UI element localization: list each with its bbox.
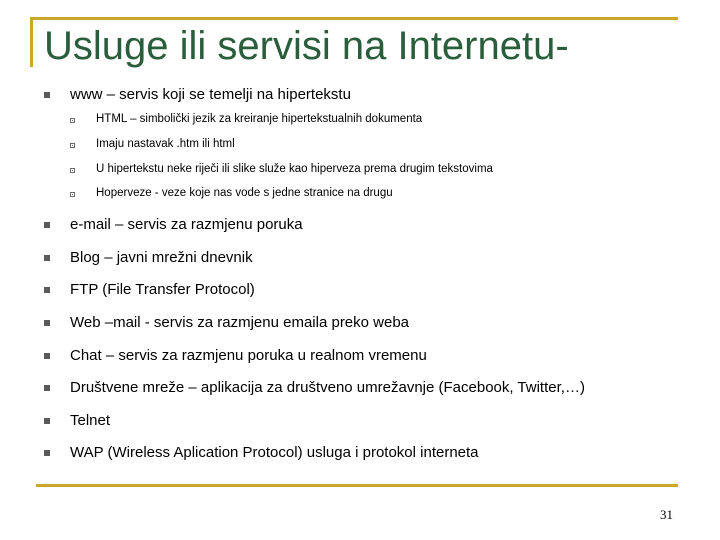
frame-top-border xyxy=(30,17,678,20)
list-item-text: www – servis koji se temelji na hipertekstu xyxy=(70,86,351,103)
hollow-square-bullet-icon xyxy=(70,192,75,197)
list-item-text: Web –mail - servis za razmjenu emaila preko weba xyxy=(70,314,410,331)
square-bullet-icon xyxy=(44,450,50,456)
list-item-text: e-mail – servis za razmjenu poruka xyxy=(70,216,303,233)
list-item-text: Chat – servis za razmjenu poruka u realnom vremenu xyxy=(70,347,427,364)
list-item-text: Blog – javni mrežni dnevnik xyxy=(70,249,253,266)
frame-bottom-border xyxy=(36,484,678,487)
list-item-text: Hoperveze - veze koje nas vode s jedne stranice na drugu xyxy=(96,187,393,199)
square-bullet-icon xyxy=(44,353,50,359)
list-item-text: Društvene mreže – aplikacija za društveno umrežavnje (Facebook, Twitter,…) xyxy=(70,379,585,396)
square-bullet-icon xyxy=(44,222,50,228)
square-bullet-icon xyxy=(44,92,50,98)
list-item-text: Telnet xyxy=(70,412,111,429)
square-bullet-icon xyxy=(44,418,50,424)
page-number: 31 xyxy=(660,507,673,522)
hollow-square-bullet-icon xyxy=(70,143,75,148)
square-bullet-icon xyxy=(44,320,50,326)
frame-left-border xyxy=(30,17,33,67)
list-item-text: WAP (Wireless Aplication Protocol) usluga i protokol interneta xyxy=(70,444,479,461)
list-item-text: U hipertekstu neke riječi ili slike služe kao hiperveza prema drugim tekstovima xyxy=(96,163,493,175)
square-bullet-icon xyxy=(44,287,50,293)
square-bullet-icon xyxy=(44,385,50,391)
hollow-square-bullet-icon xyxy=(70,118,75,123)
list-item-text: FTP (File Transfer Protocol) xyxy=(70,281,255,298)
hollow-square-bullet-icon xyxy=(70,168,75,173)
list-item-text: HTML – simbolički jezik za kreiranje hipertekstualnih dokumenta xyxy=(96,113,423,125)
square-bullet-icon xyxy=(44,255,50,261)
list-item-text: Imaju nastavak .htm ili html xyxy=(96,138,235,150)
slide-title: Usluge ili servisi na Internetu- xyxy=(44,24,569,68)
